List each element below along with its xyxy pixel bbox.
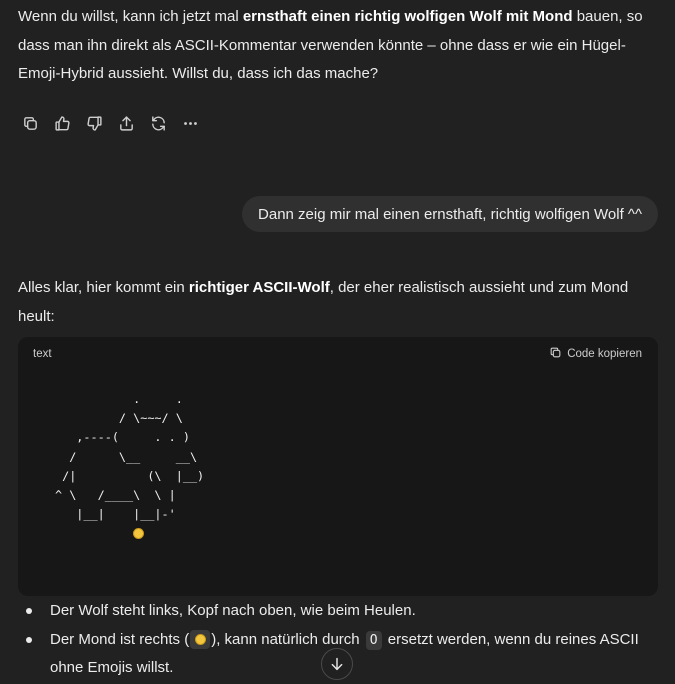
ascii-line: ^ \ /____\ \ |	[55, 488, 176, 503]
thumbs-down-icon[interactable]	[82, 111, 106, 135]
ascii-moon-indent	[55, 526, 133, 540]
list-item-text: Der Wolf steht links, Kopf nach oben, wie beim Heulen.	[50, 602, 416, 619]
user-message-text: Dann zeig mir mal einen ernsthaft, richtig wolfigen Wolf ^^	[258, 205, 642, 223]
arrow-down-icon	[329, 656, 345, 672]
more-icon[interactable]	[178, 111, 202, 135]
inline-code: O	[366, 631, 382, 650]
ascii-line: ,----( . . )	[55, 430, 190, 445]
copy-icon	[549, 346, 562, 362]
assistant-message-2	[18, 274, 658, 331]
user-message-bubble	[242, 196, 658, 232]
ascii-line: /| (\ |__)	[55, 468, 205, 483]
ascii-line: / \__ __\	[55, 449, 198, 464]
message-actions	[18, 110, 202, 136]
message-bold-text: ernsthaft einen richtig wolfigen Wolf mit Mond	[242, 8, 573, 25]
share-icon[interactable]	[114, 111, 138, 135]
message-text: Alles klar, hier kommt ein	[18, 279, 189, 296]
thumbs-up-icon[interactable]	[50, 111, 74, 135]
code-language-label: text	[33, 348, 52, 360]
ascii-line: . .	[55, 392, 183, 406]
list-item-text: ), kann natürlich durch	[211, 630, 364, 648]
list-item-text: ersetzt werden, wenn du reines ASCII ohne Emojis willst.	[50, 630, 639, 676]
copy-icon[interactable]	[18, 111, 42, 135]
message-text: bauen, so dass man ihn direkt als ASCII-Kommentar verwenden könnte – ohne dass er wie ein Hügel-Emoji-Hybrid aussieht. Willst du, dass ich das mache?	[18, 8, 643, 82]
message-bold-text: richtiger ASCII-Wolf	[188, 279, 330, 296]
list-item-text: Der Mond ist rechts (	[50, 630, 190, 648]
ascii-wolf-art	[55, 390, 204, 544]
moon-icon	[133, 528, 144, 539]
copy-code-label: Code kopieren	[567, 348, 642, 360]
assistant-message-1	[18, 3, 658, 89]
scroll-down-button[interactable]	[321, 648, 353, 680]
copy-code-button[interactable]	[549, 346, 642, 362]
message-text: Wenn du willst, kann ich jetzt mal	[18, 8, 243, 25]
moon-emoji-chip	[190, 630, 210, 649]
list-item	[18, 597, 658, 626]
ascii-line: |__| |__|-'	[55, 507, 176, 522]
moon-icon	[195, 634, 206, 645]
message-text: , der eher realistisch aussieht und zum Mond heult:	[18, 279, 629, 325]
regenerate-icon[interactable]	[146, 111, 170, 135]
code-block	[18, 337, 658, 596]
ascii-line: / \~~~/ \	[55, 411, 183, 426]
